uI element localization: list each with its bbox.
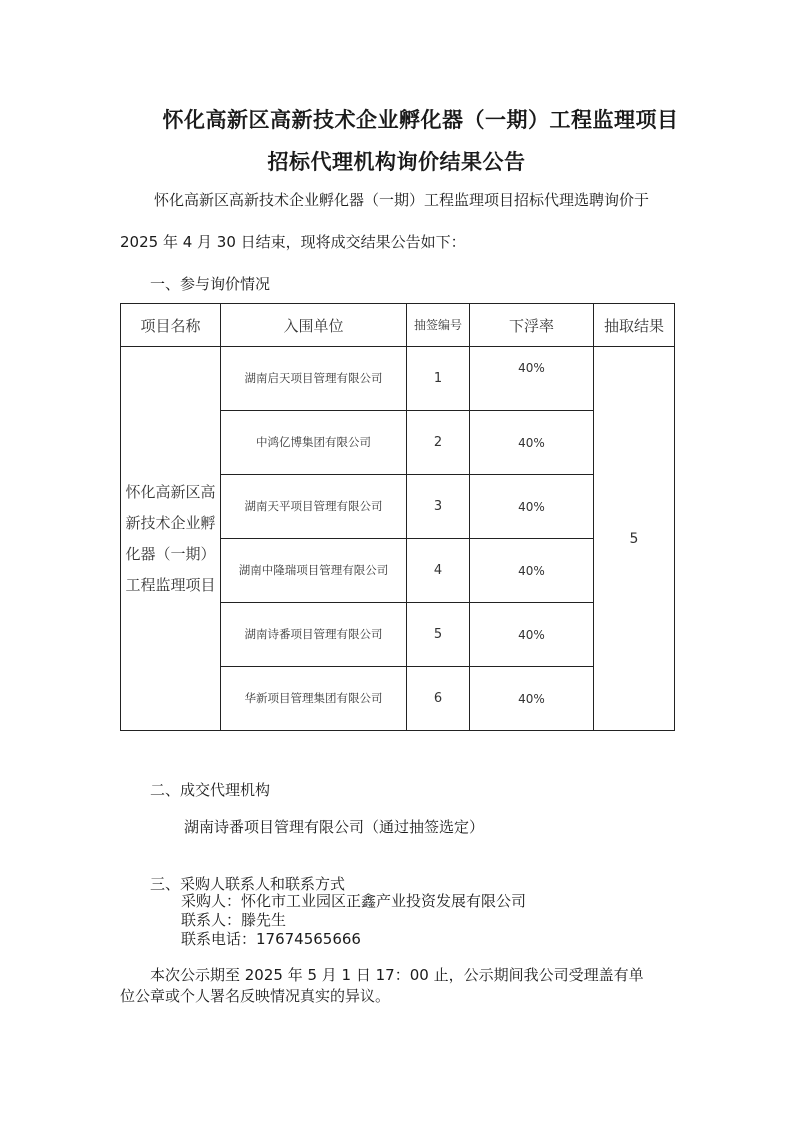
lot-number-cell: 2 (407, 411, 470, 475)
intro-line-2: 2025 年 4 月 30 日结束，现将成交结果公告如下： (120, 233, 466, 251)
lot-number-cell: 4 (407, 539, 470, 603)
purchaser-line: 采购人：怀化市工业园区正鑫产业投资发展有限公司 (181, 892, 527, 910)
rate-cell: 40% (470, 475, 594, 539)
notice-line-2: 位公章或个人署名反映情况真实的异议。 (120, 987, 391, 1005)
unit-cell: 中鸿亿博集团有限公司 (221, 411, 407, 475)
unit-cell: 湖南诗番项目管理有限公司 (221, 603, 407, 667)
lot-number-cell: 1 (407, 347, 470, 411)
header-lot-number: 抽签编号 (407, 304, 470, 347)
unit-cell: 湖南天平项目管理有限公司 (221, 475, 407, 539)
document-title-line-2: 招标代理机构询价结果公告 (267, 149, 526, 174)
rate-cell: 40% (470, 539, 594, 603)
header-draw-result: 抽取结果 (594, 304, 675, 347)
lot-number-cell: 3 (407, 475, 470, 539)
notice-line-1: 本次公示期至 2025 年 5 月 1 日 17：00 止，公示期间我公司受理盖有单 (150, 966, 644, 984)
table-header-row (121, 304, 675, 347)
lot-number-cell: 6 (407, 667, 470, 731)
header-shortlisted-unit: 入围单位 (221, 304, 407, 347)
unit-cell: 华新项目管理集团有限公司 (221, 667, 407, 731)
unit-cell: 湖南启天项目管理有限公司 (221, 347, 407, 411)
contact-phone-line: 联系电话：17674565666 (181, 930, 361, 948)
unit-cell: 湖南中隆瑞项目管理有限公司 (221, 539, 407, 603)
rate-cell: 40% (470, 347, 594, 411)
section-3-heading: 三、采购人联系人和联系方式 (150, 875, 346, 893)
rate-cell: 40% (470, 667, 594, 731)
contact-person-line: 联系人：滕先生 (181, 911, 287, 929)
table-row (121, 347, 675, 411)
section-2-heading: 二、成交代理机构 (150, 781, 271, 799)
document-title-line-1: 怀化高新区高新技术企业孵化器（一期）工程监理项目 (162, 107, 679, 132)
section-1-heading: 一、参与询价情况 (150, 275, 271, 293)
header-project-name: 项目名称 (121, 304, 221, 347)
header-discount-rate: 下浮率 (470, 304, 594, 347)
intro-line-1: 怀化高新区高新技术企业孵化器（一期）工程监理项目招标代理选聘询价于 (154, 191, 650, 209)
rate-cell: 40% (470, 411, 594, 475)
project-name-cell: 怀化高新区高新技术企业孵化器（一期）工程监理项目 (121, 347, 221, 731)
lot-number-cell: 5 (407, 603, 470, 667)
draw-result-cell: 5 (594, 347, 675, 731)
inquiry-table (120, 303, 675, 731)
winning-agency: 湖南诗番项目管理有限公司（通过抽签选定） (184, 818, 485, 836)
rate-cell: 40% (470, 603, 594, 667)
